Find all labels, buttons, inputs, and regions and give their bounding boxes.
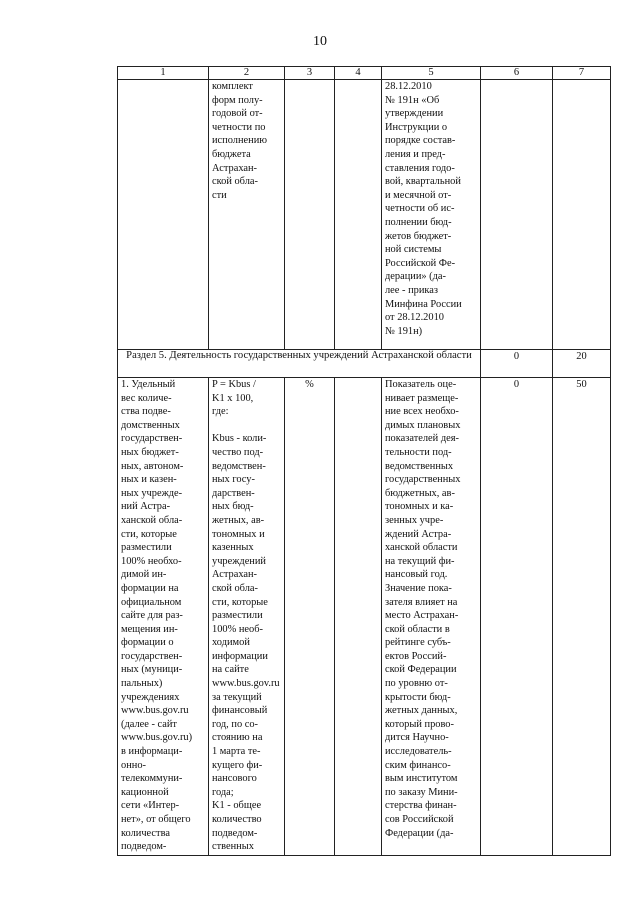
section-weight: 20 xyxy=(553,350,611,378)
continuation-cell-7 xyxy=(553,80,611,350)
indicator-unit-cell: % xyxy=(285,378,335,856)
indicator-max-value: 50 xyxy=(553,378,611,856)
indicator-name-cell: 1. Удельный вес количе- ства подве- домственных государствен- ных бюджет- ных, автоном- ных и казен- ных учрежде- ний Астра- ханской обла- сти, которые разместили 100% необхо- димой ин- формации на официальном сайте для раз- мещения ин- формации о государствен- ных (муници- пальных) учреждениях www.bus.gov.ru (далее - сайт www.bus.gov.ru) в информаци- онно- телекоммуни- кационной сети «Интер- нет», от общего количества подведом- xyxy=(118,378,209,856)
indicator-formula-cell: P = Kbus / K1 x 100, где: Kbus - коли- чество под- ведомствен- ных госу- дарствен- ных бюд- жетных, ав- тономных и казенных учреждений Астрахан- ской обла- сти, которые разместили 100% необ- ходимой информации на сайте www.bus.gov.ru за текущий финансовый год, по со- стоянию на 1 марта те- кущего фи- нансового года; K1 - общее количество подведом- ственных xyxy=(209,378,285,856)
section-max-score: 0 xyxy=(481,350,553,378)
header-col-7: 7 xyxy=(553,67,611,80)
page-number: 10 xyxy=(313,34,327,49)
criteria-table xyxy=(117,66,611,856)
continuation-cell-3 xyxy=(285,80,335,350)
continuation-cell-4 xyxy=(335,80,382,350)
header-col-2: 2 xyxy=(209,67,285,80)
header-col-4: 4 xyxy=(335,67,382,80)
header-col-1: 1 xyxy=(118,67,209,80)
indicator-col4-cell xyxy=(335,378,382,856)
header-col-5: 5 xyxy=(382,67,481,80)
continuation-cell-1 xyxy=(118,80,209,350)
continuation-cell-6 xyxy=(481,80,553,350)
indicator-description-cell: Показатель оце- нивает размеще- ние всех необхо- димых плановых показателей дея- тельности под- ведомственных государственных бюджетных, ав- тономных и ка- зенных учре- ждений Астра- ханской области на текущий фи- нансовый год. Значение пока- зателя влияет на место Астрахан- ской области в рейтинге субъ- ектов Россий- ской Федерации по уровню от- крытости бюд- жетных данных, который прово- дится Научно- исследователь- ским финансо- вым институтом по заказу Мини- стерства финан- сов Российской Федерации (да- xyxy=(382,378,481,856)
header-row xyxy=(118,67,611,80)
indicator-row xyxy=(118,378,611,856)
continuation-cell-2: комплект форм полу- годовой от- четности по исполнению бюджета Астрахан- ской обла- сти xyxy=(209,80,285,350)
header-col-6: 6 xyxy=(481,67,553,80)
continuation-row xyxy=(118,80,611,350)
section-row xyxy=(118,350,611,378)
section-title: Раздел 5. Деятельность государственных учреждений Астраханской области xyxy=(118,350,481,378)
continuation-cell-5: 28.12.2010 № 191н «Об утверждении Инструкции о порядке состав- ления и пред- ставления годо- вой, квартальной и месячной от- четности об ис- полнении бюд- жетов бюджет- ной системы Российской Фе- дерации» (да- лее - приказ Минфина России от 28.12.2010 № 191н) xyxy=(382,80,481,350)
indicator-min-value: 0 xyxy=(481,378,553,856)
header-col-3: 3 xyxy=(285,67,335,80)
